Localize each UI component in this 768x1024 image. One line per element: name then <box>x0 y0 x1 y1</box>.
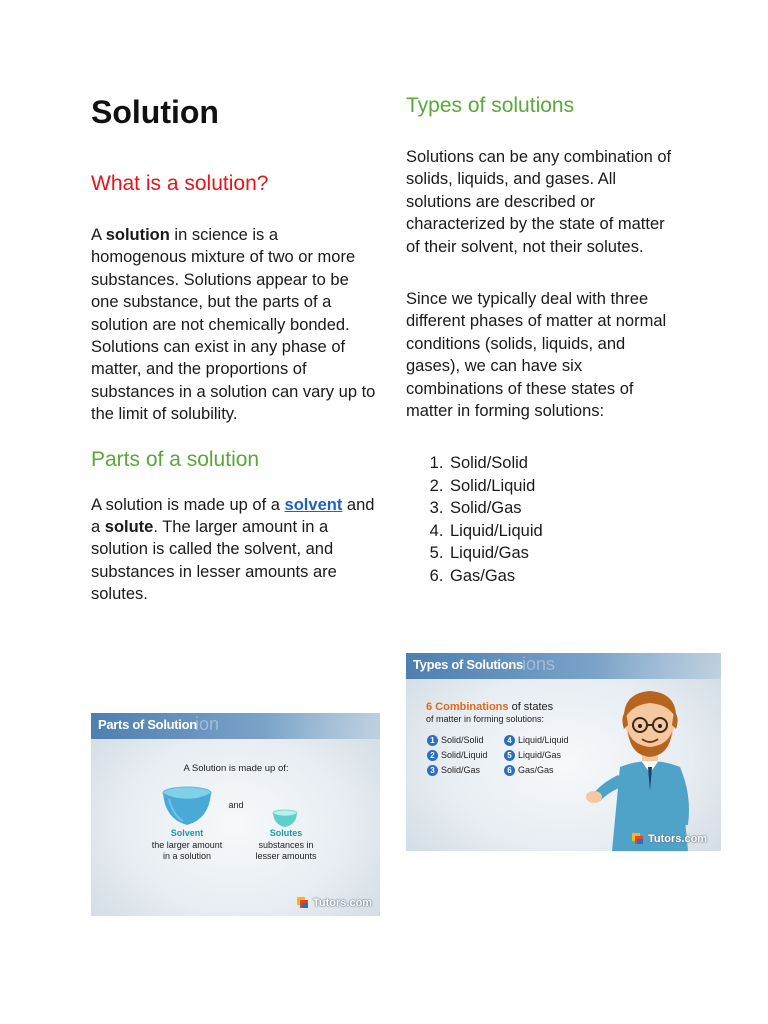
number-badge: 5 <box>504 750 515 761</box>
slide-combo-item <box>504 764 554 776</box>
combo-label: Gas/Gas <box>518 765 554 775</box>
slide-title-ghost: ion <box>195 714 220 734</box>
text-span: A <box>91 226 106 244</box>
combo-label: Solid/Liquid <box>441 750 488 760</box>
text-span: of states <box>508 701 554 713</box>
text-span: . The larger amount in a solution is called the solvent, and substances in lesser amounts are solutes. <box>91 518 337 604</box>
parts-of-solution-heading: Parts of a solution <box>91 447 260 471</box>
slide-combo-item <box>427 749 488 761</box>
slide-title: Types of Solutions <box>413 657 523 672</box>
number-badge: 6 <box>504 765 515 776</box>
solutes-desc-line1: substances in <box>258 840 314 850</box>
number-badge: 1 <box>427 735 438 746</box>
number-badge: 2 <box>427 750 438 761</box>
combo-label: Liquid/Gas <box>518 750 562 760</box>
combo-label: Solid/Gas <box>441 765 481 775</box>
and-text: and <box>228 800 244 810</box>
list-item: 2. Solid/Liquid <box>448 475 726 497</box>
slide-title-ghost: ions <box>522 654 556 674</box>
right-column <box>406 92 726 587</box>
list-item: 1. Solid/Solid <box>448 452 726 474</box>
solvent-desc-line2: in a solution <box>162 851 212 861</box>
tutors-logo-icon <box>632 833 644 845</box>
combinations-subheading: of matter in forming solutions: <box>426 714 545 724</box>
text-span: and a <box>91 495 375 537</box>
tutors-brand: Tutors.com <box>648 833 708 845</box>
solvent-bowl-icon <box>161 785 213 829</box>
parts-of-solution-paragraph <box>91 494 376 606</box>
teacher-character-icon <box>584 675 716 851</box>
list-item: 3. Solid/Gas <box>448 497 726 519</box>
combinations-heading <box>426 701 553 714</box>
slide-combo-item <box>504 734 569 746</box>
tutors-brand: Tutors.com <box>313 897 373 909</box>
solution-term: solution <box>105 226 170 244</box>
list-item: 6. Gas/Gas <box>448 565 726 587</box>
list-item: 5. Liquid/Gas <box>448 542 726 564</box>
types-paragraph-2: Since we typically deal with three different phases of matter at normal conditions (solids, liquids, and gases), we can have six combinations of these states of matter in forming solutions: <box>406 290 667 421</box>
combo-label: Solid/Solid <box>441 735 484 745</box>
slide-combo-item <box>504 749 561 761</box>
parts-of-solution-slide <box>91 713 380 916</box>
types-paragraph-1: Solutions can be any combination of solids, liquids, and gases. All solutions are described or characterized by the state of matter of their solvent, not their solutes. <box>406 148 672 256</box>
combo-label: Liquid/Liquid <box>518 735 569 745</box>
solutes-desc-line2: lesser amounts <box>255 851 317 861</box>
text-span: in science is a homogenous mixture of two or more substances. Solutions appear to be one substance, but the parts of a solution are not chemically bonded. Solutions can exist in any phase of matter, and the proportions of substances in a solution can vary up to the limit of solubility. <box>91 226 376 424</box>
slide-combo-item <box>427 764 480 776</box>
list-item: 4. Liquid/Liquid <box>448 520 726 542</box>
types-of-solutions-heading: Types of solutions <box>406 94 575 117</box>
types-of-solutions-slide <box>406 653 721 851</box>
what-is-solution-paragraph <box>91 224 376 426</box>
tutors-logo-icon <box>297 897 309 909</box>
slide-combo-item <box>427 734 484 746</box>
solute-term: solute <box>104 518 154 537</box>
slide-title: Parts of Solution <box>98 717 197 732</box>
slide-title-bar <box>91 713 380 739</box>
what-is-solution-heading: What is a solution? <box>91 172 269 195</box>
solvent-label: Solvent <box>170 828 204 838</box>
left-column <box>91 90 376 606</box>
number-badge: 3 <box>427 765 438 776</box>
made-up-of-text: A Solution is made up of: <box>183 763 289 774</box>
number-badge: 4 <box>504 735 515 746</box>
page-title: Solution <box>91 94 219 130</box>
solutes-bowl-icon <box>272 809 298 829</box>
solvent-desc-line1: the larger amount <box>151 840 223 850</box>
text-span: A solution is made up of a <box>91 495 285 514</box>
solutes-label: Solutes <box>269 828 303 838</box>
solvent-link[interactable]: solvent <box>284 495 343 514</box>
combinations-number: 6 Combinations <box>426 701 509 713</box>
combinations-list <box>406 452 726 586</box>
